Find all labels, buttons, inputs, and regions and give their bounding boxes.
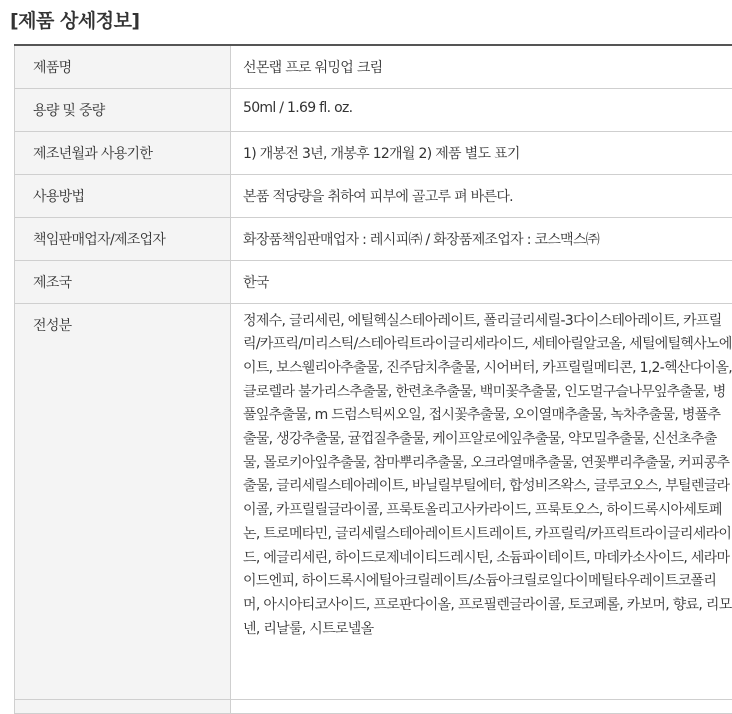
row-value-ingredients: 정제수, 글리세린, 에틸헥실스테아레이트, 폴리글리세릴-3다이스테아레이트, 카프릴릭/카프릭/미리스틱/스테아릭트라이글리세라이드, 세테아릴알코올, 세틸에틸헥사노에이트, 보스웰리아추출물, 진주담치추출물, 시어버터, 카프릴릴메티콘, 1,2-헥산다이올, 클로렐라 불가리스추출물, 한련초추출물, 백미꽃추출물, 인도멀구슬나무잎추출물, 병풀잎추출물, m 드럼스틱씨오일, 접시꽃추출물, 오이열매추출물, 녹차추출물, 병풀추출물, 생강추출물, 귤껍질추출물, 케이프알로에잎추출물, 약모밀추출물, 신선초추출물, 몰로키아잎추출물, 참마뿌리추출물, 오크라열매추출물, 연꽃뿌리추출물, 커피콩추출물, 글리세릴스테아레이트, 바닐릴부틸에터, 합성비즈왁스, 글루코오스, 부틸렌글라이콜, 카프릴릴글라이콜, 프룩토올리고사카라이드, 프룩토오스, 하이드록시아세토페논, 트로메타민, 글리세릴스테아레이트시트레이트, 카프릴릭/카프릭트라이글리세라이드, 에글리세린, 하이드로제네이티드레시틴, 소듐파이테이트, 마데카소사이드, 세라마이드엔피, 하이드록시에틸아크릴레이트/소듐아크릴로일다이메틸타우레이트코폴리머, 아시아티코사이드, 프로판다이올, 프로필렌글라이콜, 토코페롤, 카보머, 향료, 리모넨, 리날룰, 시트로넬올: [231, 303, 732, 699]
row-label-ingredients: 전성분: [15, 303, 231, 699]
row-value-usage: 본품 적당량을 취하여 피부에 골고루 펴 바른다.: [231, 174, 732, 217]
product-info-table: [14, 44, 732, 714]
table-row: [15, 217, 732, 260]
row-value-volume: 50ml / 1.69 fl. oz.: [231, 88, 732, 131]
table-row: [15, 45, 732, 88]
row-label-expiry: 제조년월과 사용기한: [15, 131, 231, 174]
row-value-country: 한국: [231, 260, 732, 303]
row-label-empty: [15, 699, 231, 713]
table-row: [15, 174, 732, 217]
row-label-volume: 용량 및 중량: [15, 88, 231, 131]
row-value-empty: [231, 699, 732, 713]
row-value-manufacturer: 화장품책임판매업자 : 레시피㈜ / 화장품제조업자 : 코스맥스㈜: [231, 217, 732, 260]
row-label-product-name: 제품명: [15, 45, 231, 88]
table-row: [15, 260, 732, 303]
row-label-country: 제조국: [15, 260, 231, 303]
table-row: [15, 88, 732, 131]
section-title: [제품 상세정보]: [10, 10, 140, 32]
row-label-usage: 사용방법: [15, 174, 231, 217]
table-row-partial: [15, 699, 732, 713]
row-value-expiry: 1) 개봉전 3년, 개봉후 12개월 2) 제품 별도 표기: [231, 131, 732, 174]
row-value-product-name: 선몬랩 프로 워밍업 크림: [231, 45, 732, 88]
table-row: [15, 131, 732, 174]
row-label-manufacturer: 책임판매업자/제조업자: [15, 217, 231, 260]
table-row: [15, 303, 732, 699]
